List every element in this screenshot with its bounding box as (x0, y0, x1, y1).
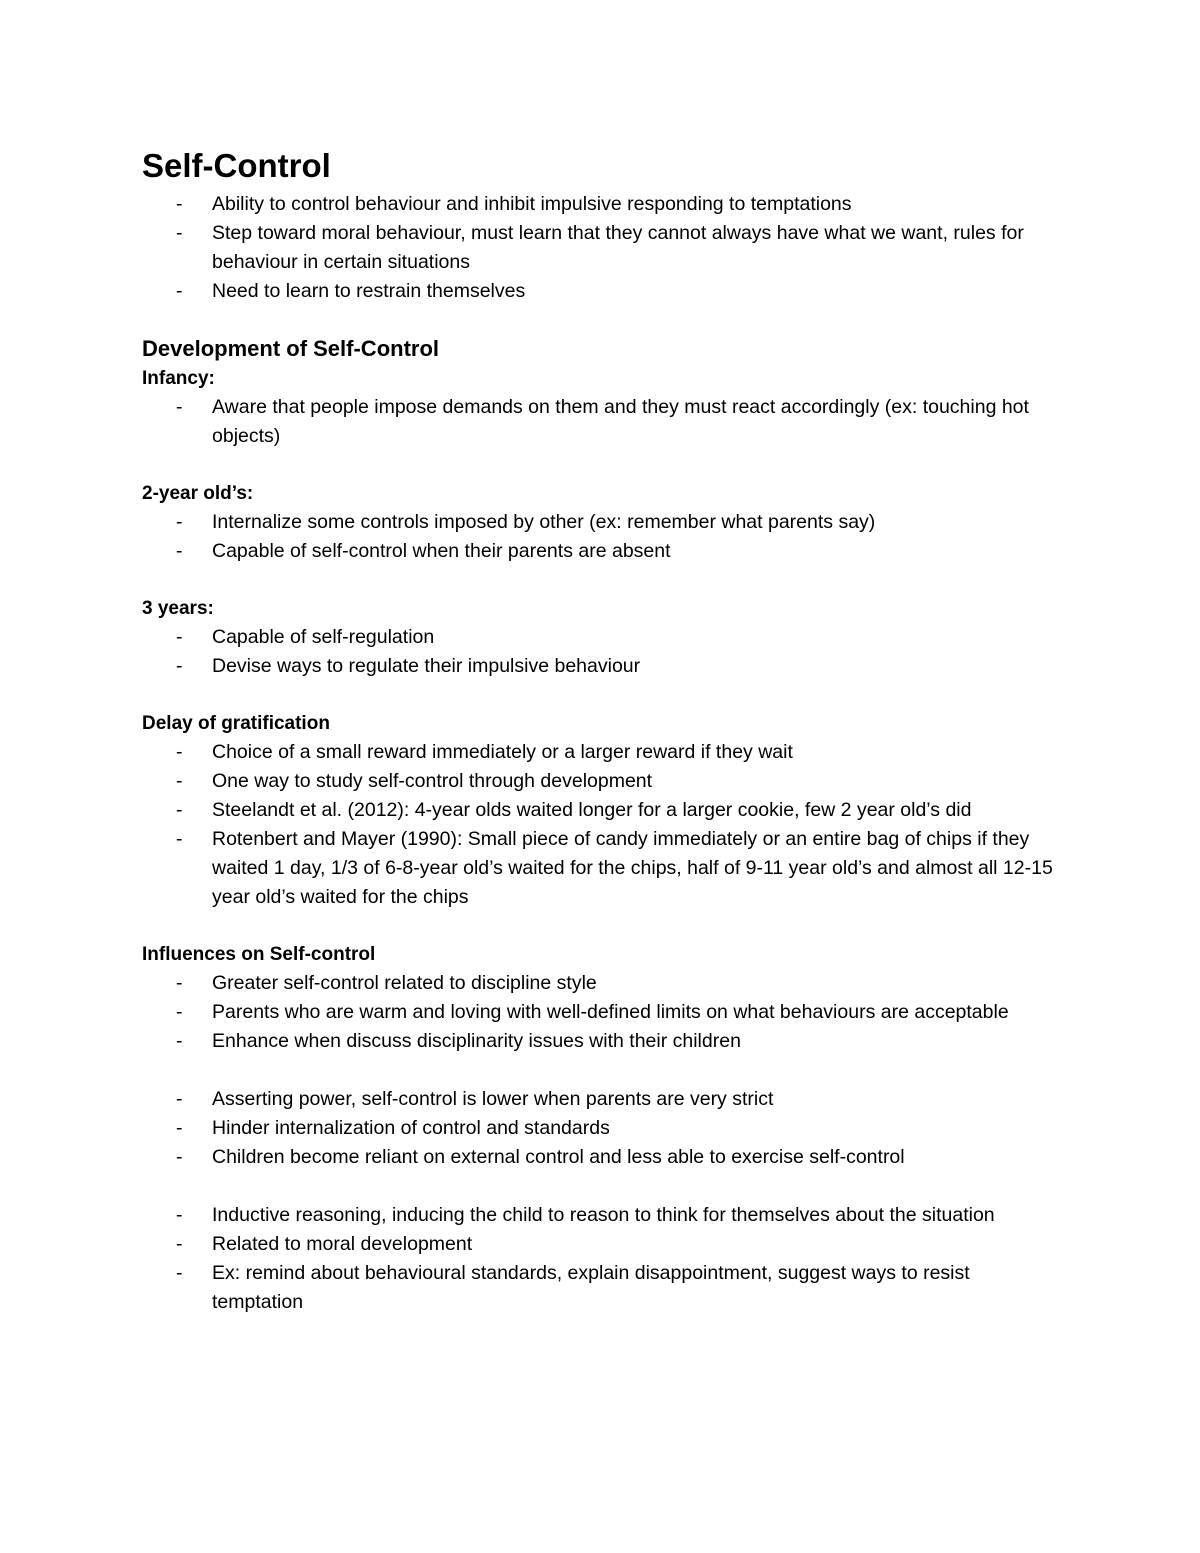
list-item: - Asserting power, self-control is lower when parents are very strict (142, 1085, 1062, 1114)
influences-group-power (142, 1085, 1062, 1172)
list-item: - Inductive reasoning, inducing the child to reason to think for themselves about the situation (142, 1201, 1062, 1230)
dash-bullet: - (176, 540, 183, 562)
dash-bullet: - (176, 1233, 183, 1255)
list-item: - Parents who are warm and loving with well-defined limits on what behaviours are acceptable (142, 998, 1062, 1027)
section-list (142, 393, 1062, 451)
dash-bullet: - (176, 626, 183, 648)
list-item: - Ex: remind about behavioural standards, explain disappointment, suggest ways to resist temptation (142, 1259, 1062, 1317)
list-item: - Step toward moral behaviour, must learn that they cannot always have what we want, rules for behaviour in certain situations (142, 219, 1062, 277)
dash-bullet: - (176, 741, 183, 763)
section-heading-development: Development of Self-Control (142, 336, 440, 361)
list-item: - Capable of self-regulation (142, 623, 1062, 652)
dash-bullet: - (176, 280, 183, 302)
dash-bullet: - (176, 222, 183, 244)
section-2-year-olds (142, 479, 1062, 566)
dash-bullet: - (176, 1117, 183, 1139)
list-item: - Steelandt et al. (2012): 4-year olds waited longer for a larger cookie, few 2 year old’s did (142, 796, 1062, 825)
list-item: - Ability to control behaviour and inhibit impulsive responding to temptations (142, 190, 1062, 219)
list-item: - Internalize some controls imposed by other (ex: remember what parents say) (142, 508, 1062, 537)
dash-bullet: - (176, 1262, 183, 1284)
section-3-years (142, 594, 1062, 681)
subsection-heading: 2-year old’s: (142, 483, 254, 504)
subsection-heading: Influences on Self-control (142, 944, 376, 965)
list-item: - Children become reliant on external control and less able to exercise self-control (142, 1143, 1062, 1172)
page-title: Self-Control (142, 147, 331, 184)
dash-bullet: - (176, 193, 183, 215)
list-item: - Choice of a small reward immediately or a larger reward if they wait (142, 738, 1062, 767)
list-item: - Capable of self-control when their parents are absent (142, 537, 1062, 566)
influences-group-inductive (142, 1201, 1062, 1317)
dash-bullet: - (176, 396, 183, 418)
list-item: - Aware that people impose demands on them and they must react accordingly (ex: touching hot objects) (142, 393, 1062, 451)
list-item: - Rotenbert and Mayer (1990): Small piece of candy immediately or an entire bag of chips if they waited 1 day, 1/3 of 6-8-year old’s waited for the chips, half of 9-11 year old’s and almost all 12-15 year old’s waited for the chips (142, 825, 1062, 912)
dash-bullet: - (176, 511, 183, 533)
dash-bullet: - (176, 1030, 183, 1052)
dash-bullet: - (176, 1088, 183, 1110)
list-item: - One way to study self-control through development (142, 767, 1062, 796)
list-item: - Greater self-control related to discipline style (142, 969, 1062, 998)
intro-list (142, 190, 1062, 306)
list-item: - Need to learn to restrain themselves (142, 277, 1062, 306)
dash-bullet: - (176, 828, 183, 850)
list-item: - Related to moral development (142, 1230, 1062, 1259)
section-list (142, 738, 1062, 912)
list-item: - Hinder internalization of control and standards (142, 1114, 1062, 1143)
dash-bullet: - (176, 770, 183, 792)
section-list (142, 508, 1062, 566)
list-item: - Devise ways to regulate their impulsive behaviour (142, 652, 1062, 681)
list-item: - Enhance when discuss disciplinarity issues with their children (142, 1027, 1062, 1056)
section-influences (142, 940, 1062, 1317)
section-infancy (142, 364, 1062, 451)
dash-bullet: - (176, 1001, 183, 1023)
section-list (142, 623, 1062, 681)
subsection-heading: Delay of gratification (142, 713, 330, 734)
section-delay-of-gratification (142, 709, 1062, 912)
dash-bullet: - (176, 1204, 183, 1226)
document-body (142, 144, 1062, 1317)
dash-bullet: - (176, 972, 183, 994)
influences-group-discipline (142, 969, 1062, 1056)
dash-bullet: - (176, 799, 183, 821)
subsection-heading: 3 years: (142, 598, 214, 619)
subsection-heading: Infancy: (142, 368, 215, 389)
dash-bullet: - (176, 655, 183, 677)
dash-bullet: - (176, 1146, 183, 1168)
